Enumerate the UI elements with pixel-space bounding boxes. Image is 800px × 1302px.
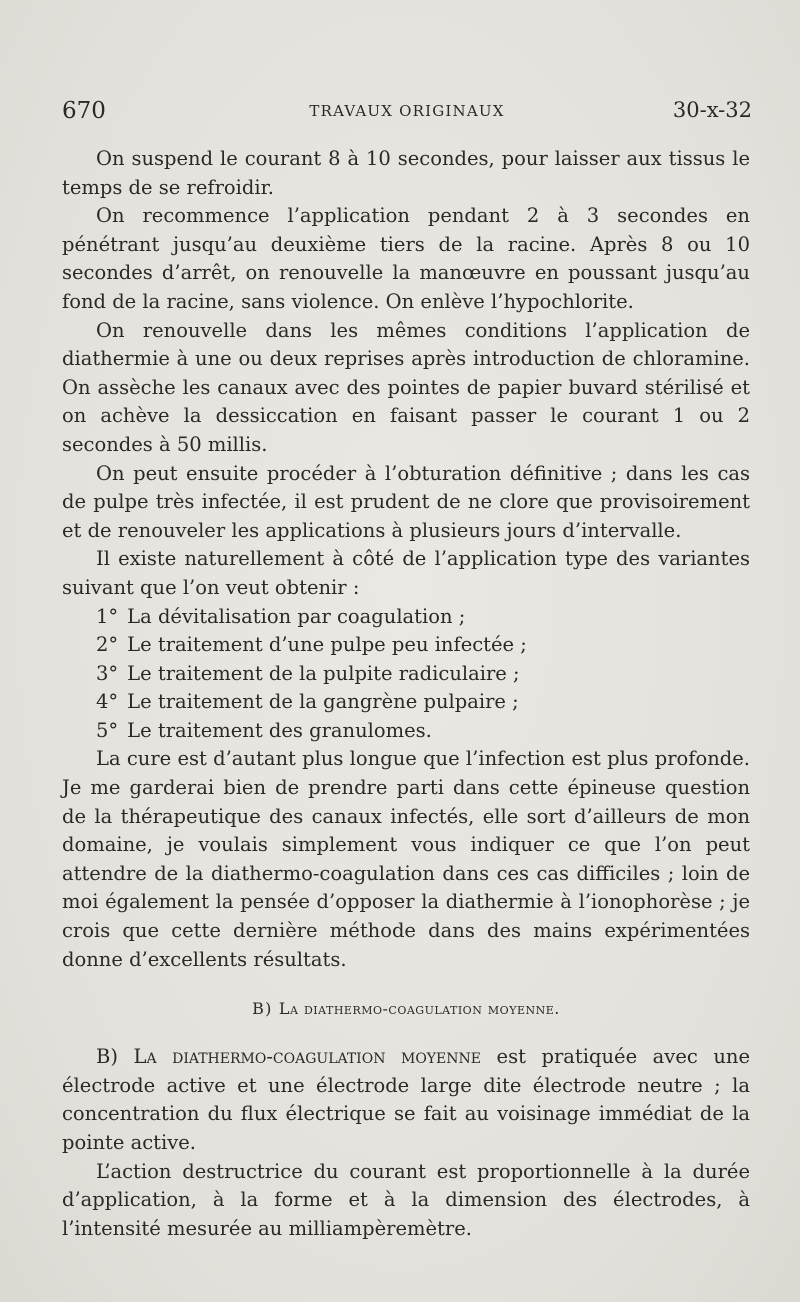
paragraph-text: est pratiquée avec une électrode active et une électrode large dite électrode neutre ; la concentration du flux électrique se fait au voisinage immédiat de la pointe active. <box>62 1045 750 1154</box>
section-heading <box>62 995 750 1023</box>
list-text: Le traitement d’une pulpe peu infectée ; <box>127 633 527 657</box>
page-date: 30-x-32 <box>672 98 752 122</box>
paragraph-obturation: On peut ensuite procéder à l’obturation définitive ; dans les cas de pulpe très infectée, il est prudent de ne clore que provisoirement et de renouveler les applications à plusieurs jours d’intervalle. <box>62 461 750 542</box>
page-header <box>62 98 752 128</box>
variants-list <box>62 603 750 746</box>
running-title: TRAVAUX ORIGINAUX <box>309 102 505 120</box>
paragraph-repeat-application: On recommence l’application pendant 2 à 3 secondes en pénétrant jusqu’au deuxième tiers de la racine. Après 8 ou 10 secondes d’arrêt, on renouvelle la manœuvre en poussant jusqu’au fond de la racine, sans violence. On enlève l’hypochlorite. <box>62 204 750 313</box>
paragraph-current-pause: On suspend le courant 8 à 10 secondes, pour laisser aux tissus le temps de se refroidir. <box>62 147 750 199</box>
page-number: 670 <box>62 98 106 124</box>
list-number: 1° <box>96 604 119 628</box>
paragraph-variants-intro: Il existe naturellement à côté de l’application type des variantes suivant que l’on veut obtenir : <box>62 547 750 599</box>
list-item <box>62 717 750 746</box>
list-item <box>62 688 750 717</box>
list-text: Le traitement des granulomes. <box>127 718 432 742</box>
inline-section-lead: B) La diathermo-coagulation moyenne <box>96 1045 481 1069</box>
list-item <box>62 631 750 660</box>
list-number: 4° <box>96 690 119 714</box>
page-body <box>62 145 750 1243</box>
list-number: 2° <box>96 633 119 657</box>
list-text: La dévitalisation par coagulation ; <box>127 604 466 628</box>
paragraph-cure-duration: La cure est d’autant plus longue que l’infection est plus profonde. Je me garderai bien de prendre parti dans cette épineuse question de la thérapeutique des canaux infectés, elle sort d’ailleurs de mon domaine, je voulais simplement vous indiquer ce que l’on peut attendre de la diathermo-coagulation dans ces cas difficiles ; loin de moi également la pensée d’opposer la diathermie à l’ionophorèse ; je crois que cette dernière méthode dans des mains expérimentées donne d’excellents résultats. <box>62 747 750 971</box>
list-item <box>62 660 750 689</box>
list-item <box>62 603 750 632</box>
paragraph-medium-coagulation <box>62 1043 750 1157</box>
paragraph-destructive-action: L’action destructrice du courant est proportionnelle à la durée d’application, à la forme et à la dimension des électrodes, à l’intensité mesurée au milliampèremètre. <box>62 1159 750 1240</box>
list-text: Le traitement de la gangrène pulpaire ; <box>127 690 519 714</box>
section-heading-title: La diathermo-coagulation moyenne. <box>278 999 560 1019</box>
list-number: 3° <box>96 661 119 685</box>
section-heading-prefix: B) <box>252 999 273 1019</box>
list-number: 5° <box>96 718 119 742</box>
paragraph-chloramine: On renouvelle dans les mêmes conditions l’application de diathermie à une ou deux reprises après introduction de chloramine. On assèche les canaux avec des pointes de papier buvard stérilisé et on achève la dessiccation en faisant passer le courant 1 ou 2 secondes à 50 millis. <box>62 318 750 456</box>
list-text: Le traitement de la pulpite radiculaire ; <box>127 661 520 685</box>
